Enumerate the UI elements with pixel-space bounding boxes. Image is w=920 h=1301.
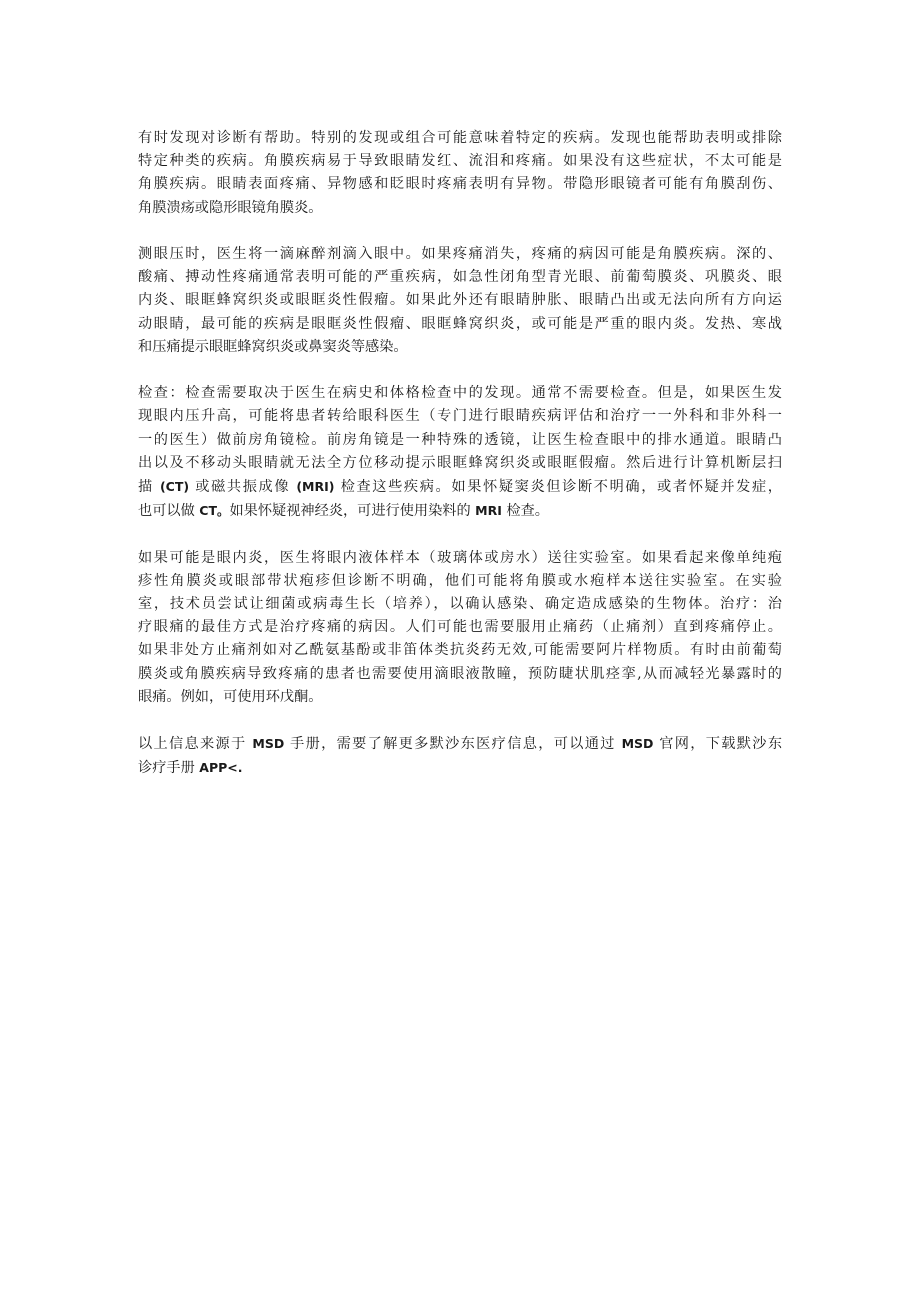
abbr-app: APP<. — [199, 760, 243, 776]
paragraph-findings — [138, 127, 782, 220]
paragraph-eye-pressure — [138, 243, 782, 359]
text-line: 如果可能是眼内炎，医生将眼内液体样本（玻璃体或房水）送往实验室。如果看起来像单纯疱 — [138, 549, 782, 566]
text-line: 现眼内压升高，可能将患者转给眼科医生（专门进行眼睛疾病评估和治疗一一外科和非外科一 — [138, 408, 782, 425]
text-line: 动眼睛，最可能的疾病是眼眶炎性假瘤、眼眶蜂窝织炎，或可能是严重的眼内炎。发热、寒战 — [138, 315, 782, 332]
text-line: 一的医生）做前房角镜检。前房角镜是一种特殊的透镜，让医生检查眼中的排水通道。眼睛凸 — [138, 431, 782, 448]
text-line: 特定种类的疾病。角膜疾病易于导致眼睛发红、流泪和疼痛。如果没有这些症状，不太可能是 — [138, 153, 782, 170]
text-line: 如果非处方止痛剂如对乙酰氨基酚或非笛体类抗炎药无效,可能需要阿片样物质。有时由前葡萄 — [138, 642, 782, 659]
abbr-msd: MSD — [621, 736, 654, 752]
text-line: 检查：检查需要取决于医生在病史和体格检查中的发现。通常不需要检查。但是，如果医生发 — [138, 385, 782, 402]
paragraph-treatment — [138, 547, 782, 709]
abbr-mri: (MRI) — [296, 479, 335, 495]
text-line: 角膜疾病。眼睛表面疼痛、异物感和眨眼时疼痛表明有异物。带隐形眼镜者可能有角膜刮伤、 — [138, 176, 782, 193]
text-line: 酸痛、搏动性疼痛通常表明可能的严重疾病，如急性闭角型青光眼、前葡萄膜炎、巩膜炎、眼 — [138, 269, 782, 286]
text-line: 疹性角膜炎或眼部带状疱疹但诊断不明确，他们可能将角膜或水疱样本送往实验室。在实验 — [138, 572, 782, 589]
text-line: 角膜溃疡或隐形眼镜角膜炎。 — [138, 199, 323, 216]
text-line: 诊疗手册 APP<. — [138, 760, 243, 777]
text-line: 膜炎或角膜疾病导致疼痛的患者也需要使用滴眼液散瞳，预防睫状肌痉挛,从而减轻光暴露时的 — [138, 665, 782, 682]
text-line: 也可以做 CT。如果怀疑视神经炎，可进行使用染料的 MRI 检查。 — [138, 503, 549, 520]
abbr-mri: MRI — [475, 503, 502, 519]
text-line: 内炎、眼眶蜂窝织炎或眼眶炎性假瘤。如果此外还有眼睛肿胀、眼睛凸出或无法向所有方向运 — [138, 292, 782, 309]
text-line: 疗眼痛的最佳方式是治疗疼痛的病因。人们可能也需要服用止痛药（止痛剂）直到疼痛停止。 — [138, 619, 782, 636]
text-line: 测眼压时，医生将一滴麻醉剂滴入眼中。如果疼痛消失，疼痛的病因可能是角膜疾病。深的、 — [138, 246, 782, 262]
abbr-ct: (CT) — [159, 479, 190, 495]
text-line: 出以及不移动头眼睛就无法全方位移动提示眼眶蜂窝织炎或眼眶假瘤。然后进行计算机断层扫 — [138, 454, 782, 471]
document-page — [138, 127, 782, 804]
paragraph-source — [138, 732, 782, 780]
text-line: 和压痛提示眼眶蜂窝织炎或鼻窦炎等感染。 — [138, 338, 408, 355]
text-line: 有时发现对诊断有帮助。特别的发现或组合可能意味着特定的疾病。发现也能帮助表明或排除 — [138, 130, 782, 146]
text-line: 以上信息来源于 MSD 手册，需要了解更多默沙东医疗信息，可以通过 MSD 官网，下载默沙东 — [138, 736, 783, 753]
text-line: 描 (CT) 或磁共振成像 (MRI) 检查这些疾病。如果怀疑窦炎但诊断不明确，或者怀疑并发症， — [138, 479, 782, 496]
text-line: 室，技术员尝试让细菌或病毒生长（培养），以确认感染、确定造成感染的生物体。治疗：治 — [138, 596, 782, 613]
text-line: 眼痛。例如，可使用环戊酮。 — [138, 688, 323, 705]
abbr-msd: MSD — [252, 736, 285, 752]
paragraph-examination — [138, 382, 782, 523]
abbr-ct: CT。 — [199, 503, 230, 519]
